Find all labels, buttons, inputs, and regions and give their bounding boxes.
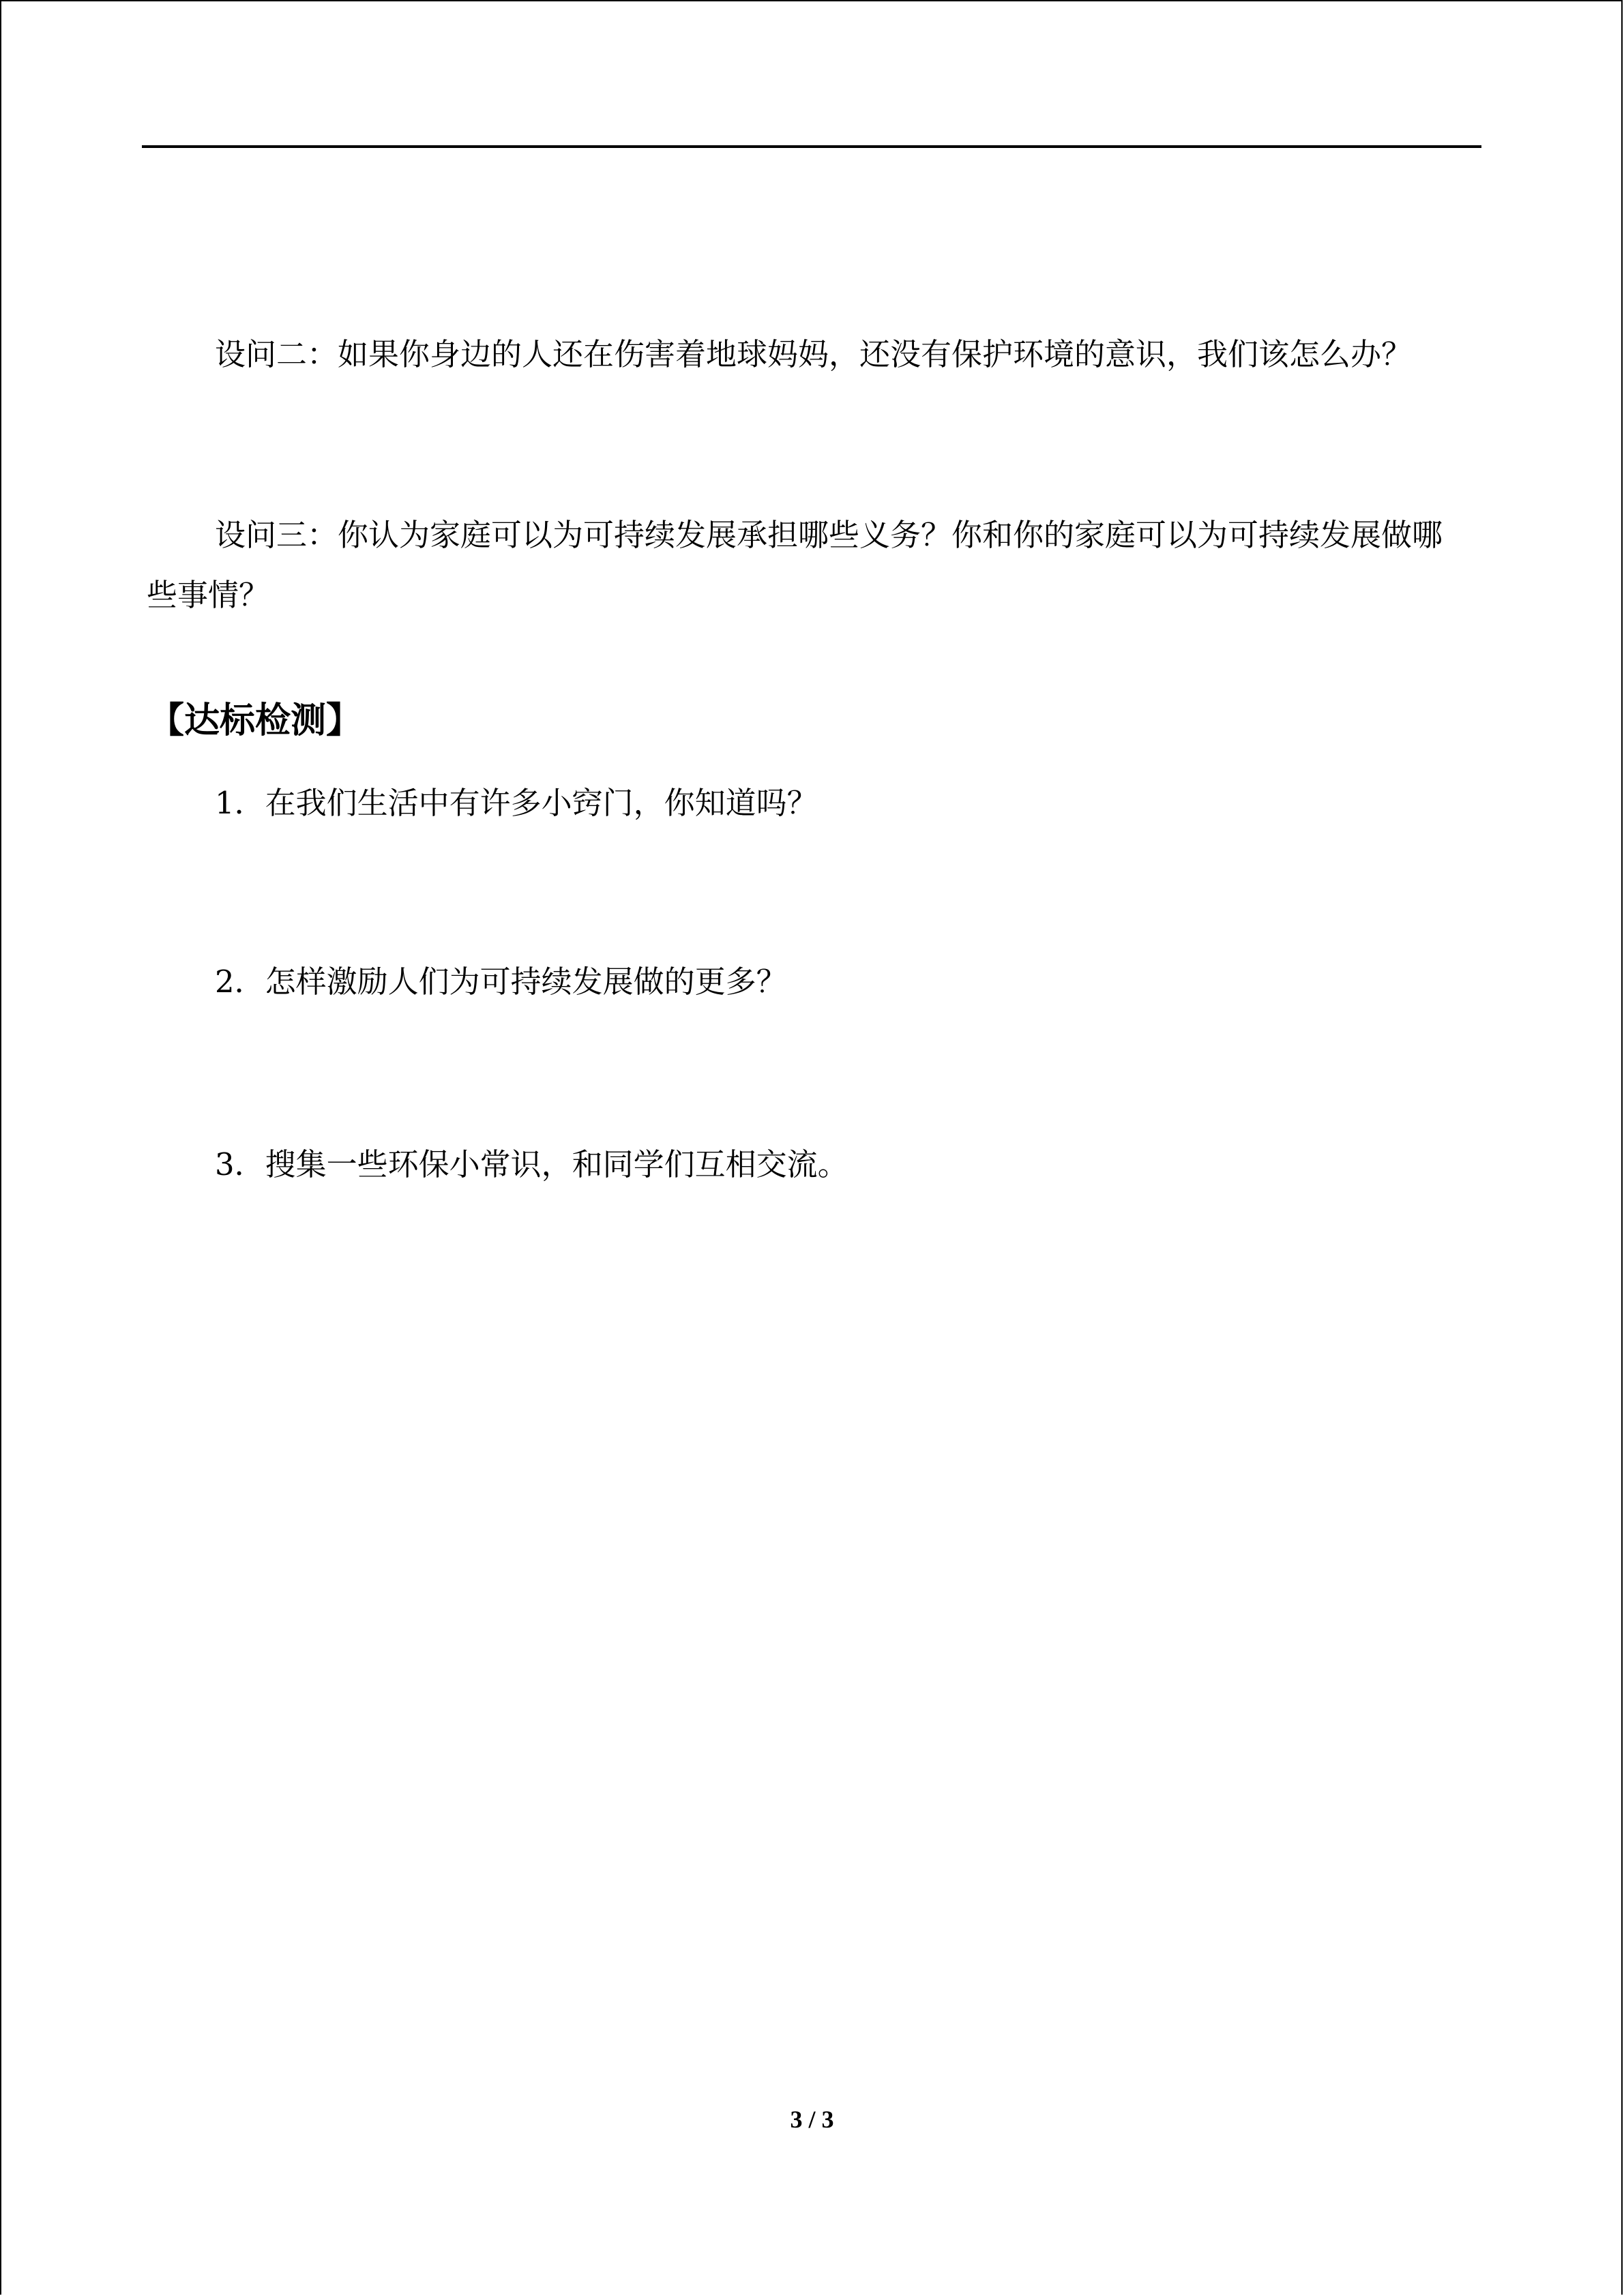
page-number: 3 / 3 xyxy=(790,2106,834,2133)
assessment-item xyxy=(215,779,818,827)
assessment-item xyxy=(215,1141,848,1189)
assessment-item xyxy=(215,958,787,1006)
item-text: 怎样激励人们为可持续发展做的更多？ xyxy=(265,964,787,1000)
item-text: 搜集一些环保小常识，和同学们互相交流。 xyxy=(265,1146,848,1182)
question-2-label: 设问二： xyxy=(215,336,338,372)
item-number: 2． xyxy=(215,964,265,1000)
question-2-paragraph xyxy=(147,325,1463,385)
question-3-label: 设问三： xyxy=(215,517,338,553)
item-number: 1． xyxy=(215,785,265,821)
item-number: 3． xyxy=(215,1146,265,1182)
header-rule xyxy=(142,145,1481,148)
assessment-heading: 【达标检测】 xyxy=(149,700,362,741)
question-2-text: 如果你身边的人还在伤害着地球妈妈，还没有保护环境的意识，我们该怎么办？ xyxy=(338,336,1413,372)
item-text: 在我们生活中有许多小窍门，你知道吗？ xyxy=(265,785,818,821)
question-3-text: 你认为家庭可以为可持续发展承担哪些义务？你和你的家庭可以为可持续发展做哪些事情？ xyxy=(147,517,1443,613)
question-3-paragraph xyxy=(147,505,1463,625)
